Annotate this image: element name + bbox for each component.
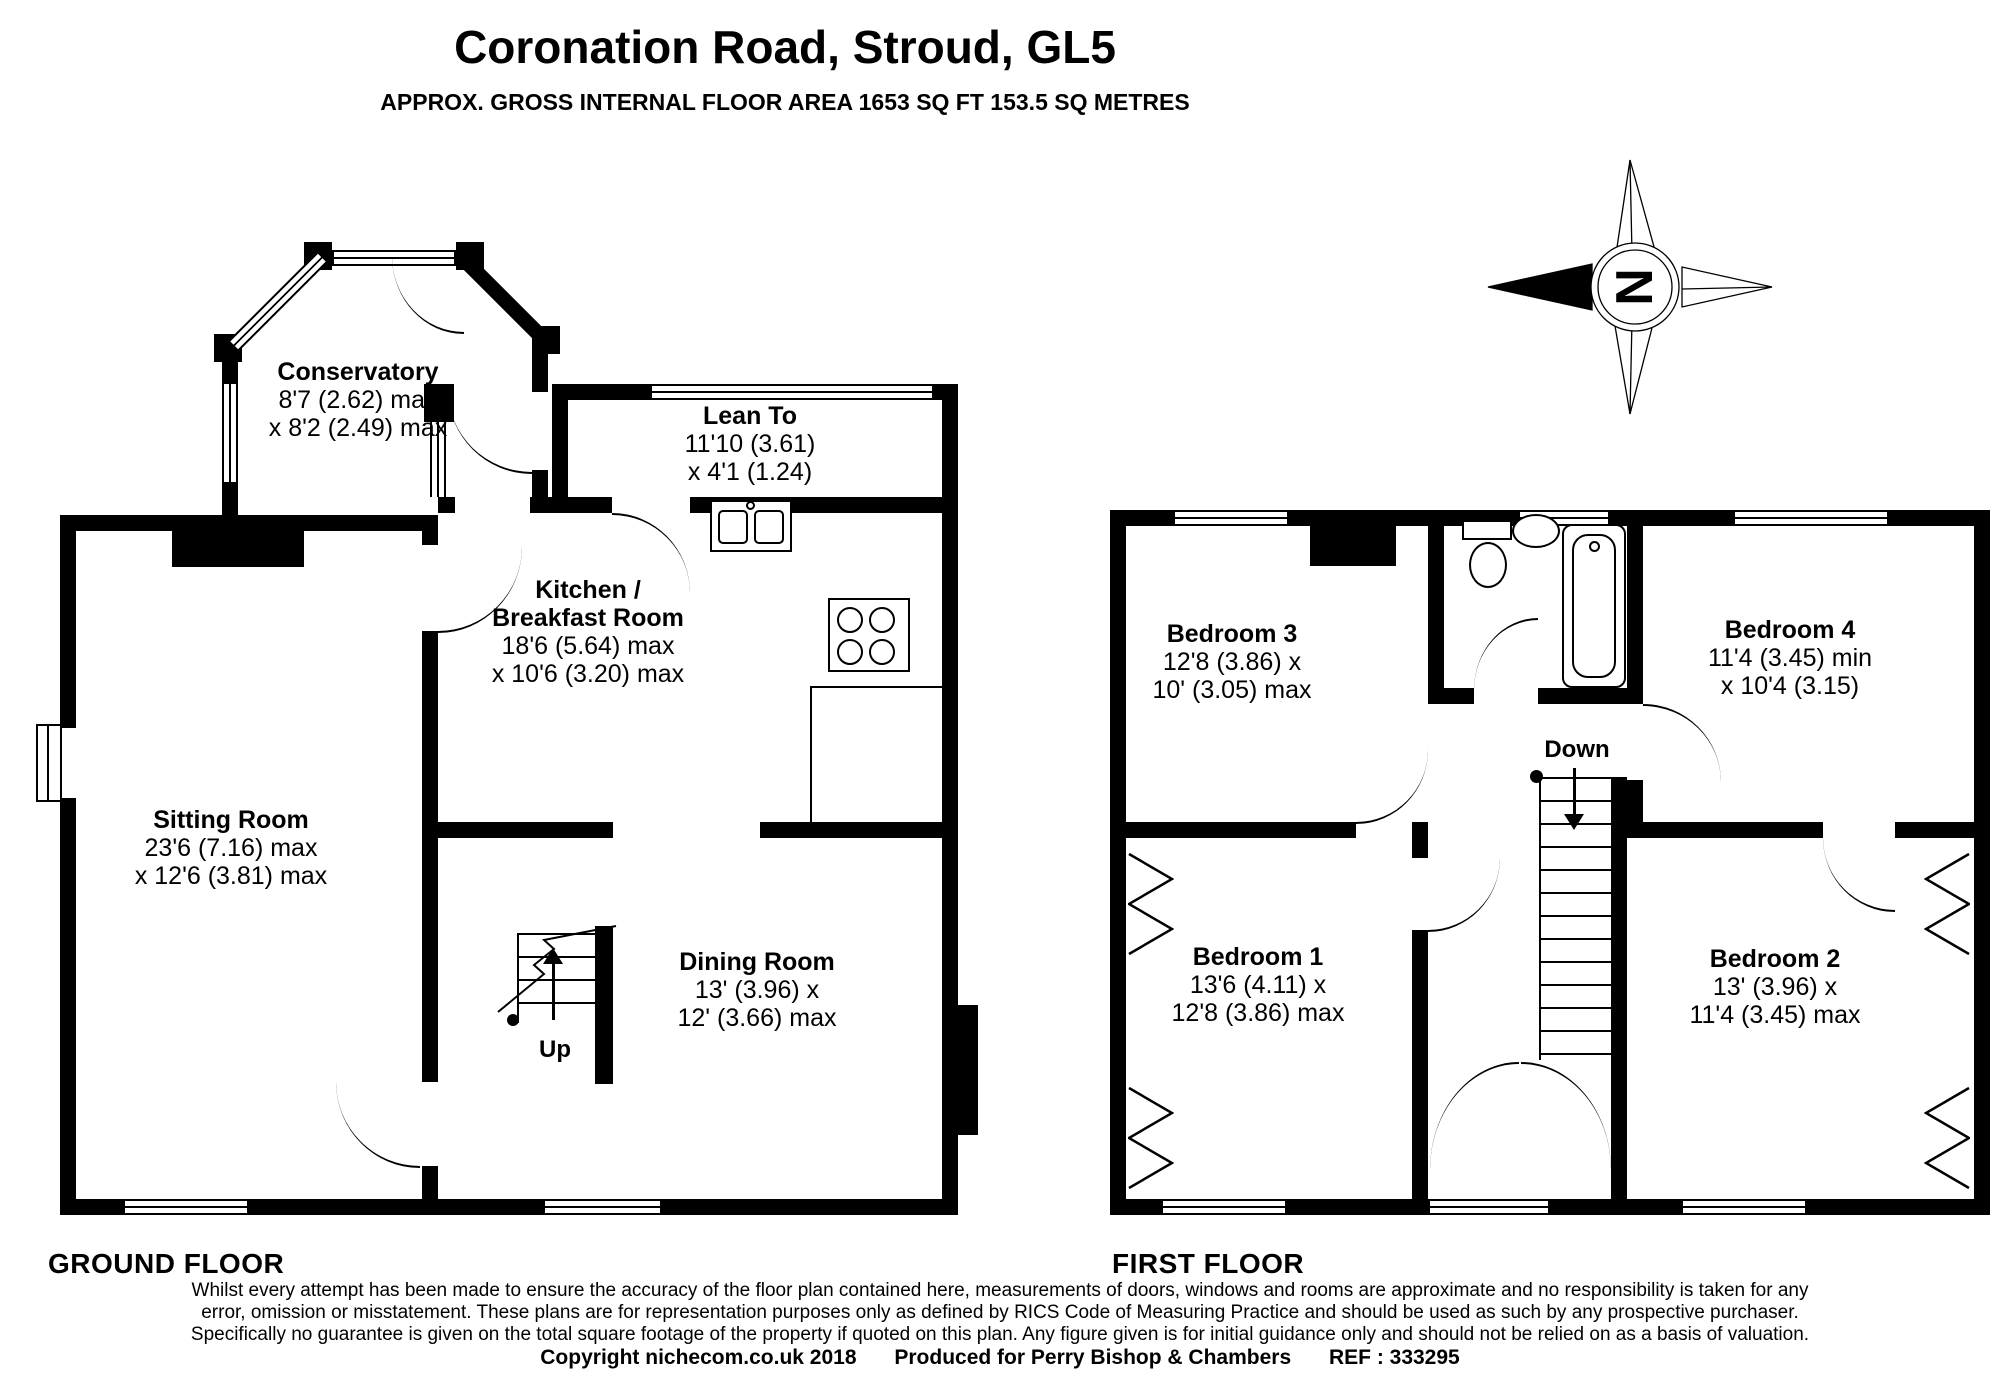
- wall: [1627, 780, 1643, 822]
- door-arc: [392, 256, 464, 334]
- wall: [60, 515, 76, 1215]
- room-label-sitting-room: Sitting Room 23'6 (7.16) max x 12'6 (3.81) max: [134, 806, 328, 890]
- window: [125, 1199, 247, 1215]
- wardrobe-doors: [1128, 1086, 1174, 1190]
- wardrobe-doors: [1924, 852, 1970, 956]
- door-arc: [1823, 838, 1895, 912]
- wall: [532, 470, 548, 513]
- disclaimer-line-2: error, omission or misstatement. These plans are for representation purposes only as defined by RICS Code of Measuring Practice and should be used as such by any prospective purchaser.: [201, 1302, 1799, 1323]
- door-arc: [1428, 858, 1500, 932]
- wall: [532, 334, 548, 392]
- sink-bowl: [754, 510, 784, 544]
- wall: [1412, 838, 1428, 858]
- door-arc: [1430, 1062, 1519, 1170]
- chimney-breast: [958, 1005, 978, 1135]
- window: [545, 1199, 660, 1215]
- wall: [422, 515, 438, 545]
- window: [1175, 510, 1287, 526]
- produced-text: Produced for Perry Bishop & Chambers: [894, 1346, 1292, 1369]
- toilet-cistern: [1462, 520, 1512, 540]
- stairs-up-label: Up: [539, 1036, 571, 1063]
- room-label-bedroom-1: Bedroom 1 13'6 (4.11) x 12'8 (3.86) max: [1171, 943, 1345, 1027]
- window: [229, 252, 327, 350]
- toilet-bowl: [1469, 542, 1507, 588]
- wardrobe-doors: [1924, 1086, 1970, 1190]
- counter-edge: [810, 686, 812, 822]
- faucet: [746, 501, 755, 510]
- room-label-kitchen: Kitchen / Breakfast Room 18'6 (5.64) max x 10'6 (3.20) max: [491, 576, 685, 688]
- bathtub-inner: [1572, 534, 1616, 678]
- room-label-lean-to: Lean To 11'10 (3.61) x 4'1 (1.24): [684, 402, 816, 486]
- wall: [1412, 822, 1428, 838]
- wall: [1627, 526, 1643, 704]
- room-label-bedroom-2: Bedroom 2 13' (3.96) x 11'4 (3.45) max: [1689, 945, 1861, 1029]
- wall: [1412, 930, 1428, 1199]
- wall: [1428, 526, 1444, 688]
- compass-north-label: N: [1606, 268, 1664, 306]
- copyright-text: Copyright nichecom.co.uk 2018: [540, 1346, 857, 1369]
- wall: [438, 822, 613, 838]
- room-label-bedroom-3: Bedroom 3 12'8 (3.86) x 10' (3.05) max: [1152, 620, 1312, 704]
- chimney-breast: [172, 531, 304, 567]
- first-floor-label: FIRST FLOOR: [1112, 1248, 1305, 1279]
- sink-bowl: [718, 510, 748, 544]
- wall: [422, 1166, 438, 1199]
- hob-ring: [869, 607, 895, 633]
- wall: [438, 497, 455, 513]
- room-label-dining-room: Dining Room 13' (3.96) x 12' (3.66) max: [677, 948, 837, 1032]
- wall: [1110, 510, 1126, 1215]
- window: [47, 726, 49, 800]
- stairs-down-label: Down: [1544, 736, 1610, 763]
- hob-ring: [869, 639, 895, 665]
- window: [1735, 510, 1887, 526]
- hob-ring: [837, 607, 863, 633]
- stair-arrow: [552, 962, 555, 1020]
- stair-newel: [507, 1014, 519, 1026]
- door-arc: [1521, 1062, 1611, 1170]
- stair-arrow-head: [1564, 814, 1584, 830]
- wardrobe-doors: [1128, 852, 1174, 956]
- window: [652, 384, 932, 400]
- ref-text: REF : 333295: [1328, 1346, 1460, 1369]
- window: [1163, 1199, 1285, 1215]
- stair-newel: [1530, 770, 1543, 783]
- window: [1683, 1199, 1805, 1215]
- bay-window: [36, 724, 62, 802]
- bathtub-drain: [1589, 541, 1600, 552]
- door-arc: [1356, 750, 1428, 824]
- stair-arrow: [1573, 768, 1576, 816]
- wall: [60, 515, 438, 531]
- page-title: Coronation Road, Stroud, GL5: [454, 21, 1116, 73]
- stair-break-line: [492, 918, 622, 1018]
- wall: [1895, 822, 1974, 838]
- wall: [760, 822, 958, 838]
- wall: [1611, 777, 1627, 1199]
- window: [1430, 1199, 1548, 1215]
- wall: [422, 631, 438, 1082]
- wall: [1428, 688, 1474, 704]
- stair-arrow-head: [543, 948, 563, 964]
- window-opening: [60, 728, 76, 798]
- room-label-conservatory: Conservatory 8'7 (2.62) max x 8'2 (2.49) max: [268, 358, 448, 442]
- door-arc: [1474, 618, 1538, 690]
- door-arc: [336, 1082, 420, 1168]
- wall: [1126, 822, 1356, 838]
- disclaimer-line-3: Specifically no guarantee is given on the total square footage of the property if quoted on this plan. Any figure given is for initial guidance only and should not be relied on as a basis of valuation.: [190, 1324, 1810, 1345]
- ground-floor-label: GROUND FLOOR: [48, 1248, 285, 1279]
- chimney-breast: [1310, 510, 1396, 566]
- hob-ring: [837, 639, 863, 665]
- door-arc: [1643, 704, 1721, 782]
- wall: [1627, 822, 1823, 838]
- page-subtitle: APPROX. GROSS INTERNAL FLOOR AREA 1653 SQ FT 153.5 SQ METRES: [380, 89, 1190, 115]
- header: [0, 20, 1570, 116]
- compass-rose: [1480, 152, 1780, 422]
- copyright-line: [0, 1346, 2000, 1370]
- disclaimer-line-1: Whilst every attempt has been made to ensure the accuracy of the floor plan contained here, measurements of doors, windows and rooms are approximate and no responsibility is taken for any: [191, 1280, 1809, 1301]
- bathroom-sink: [1512, 514, 1560, 548]
- wall: [1974, 510, 1990, 1215]
- counter-edge: [810, 686, 942, 688]
- wall: [552, 384, 568, 497]
- room-label-bedroom-4: Bedroom 4 11'4 (3.45) min x 10'4 (3.15): [1707, 616, 1873, 700]
